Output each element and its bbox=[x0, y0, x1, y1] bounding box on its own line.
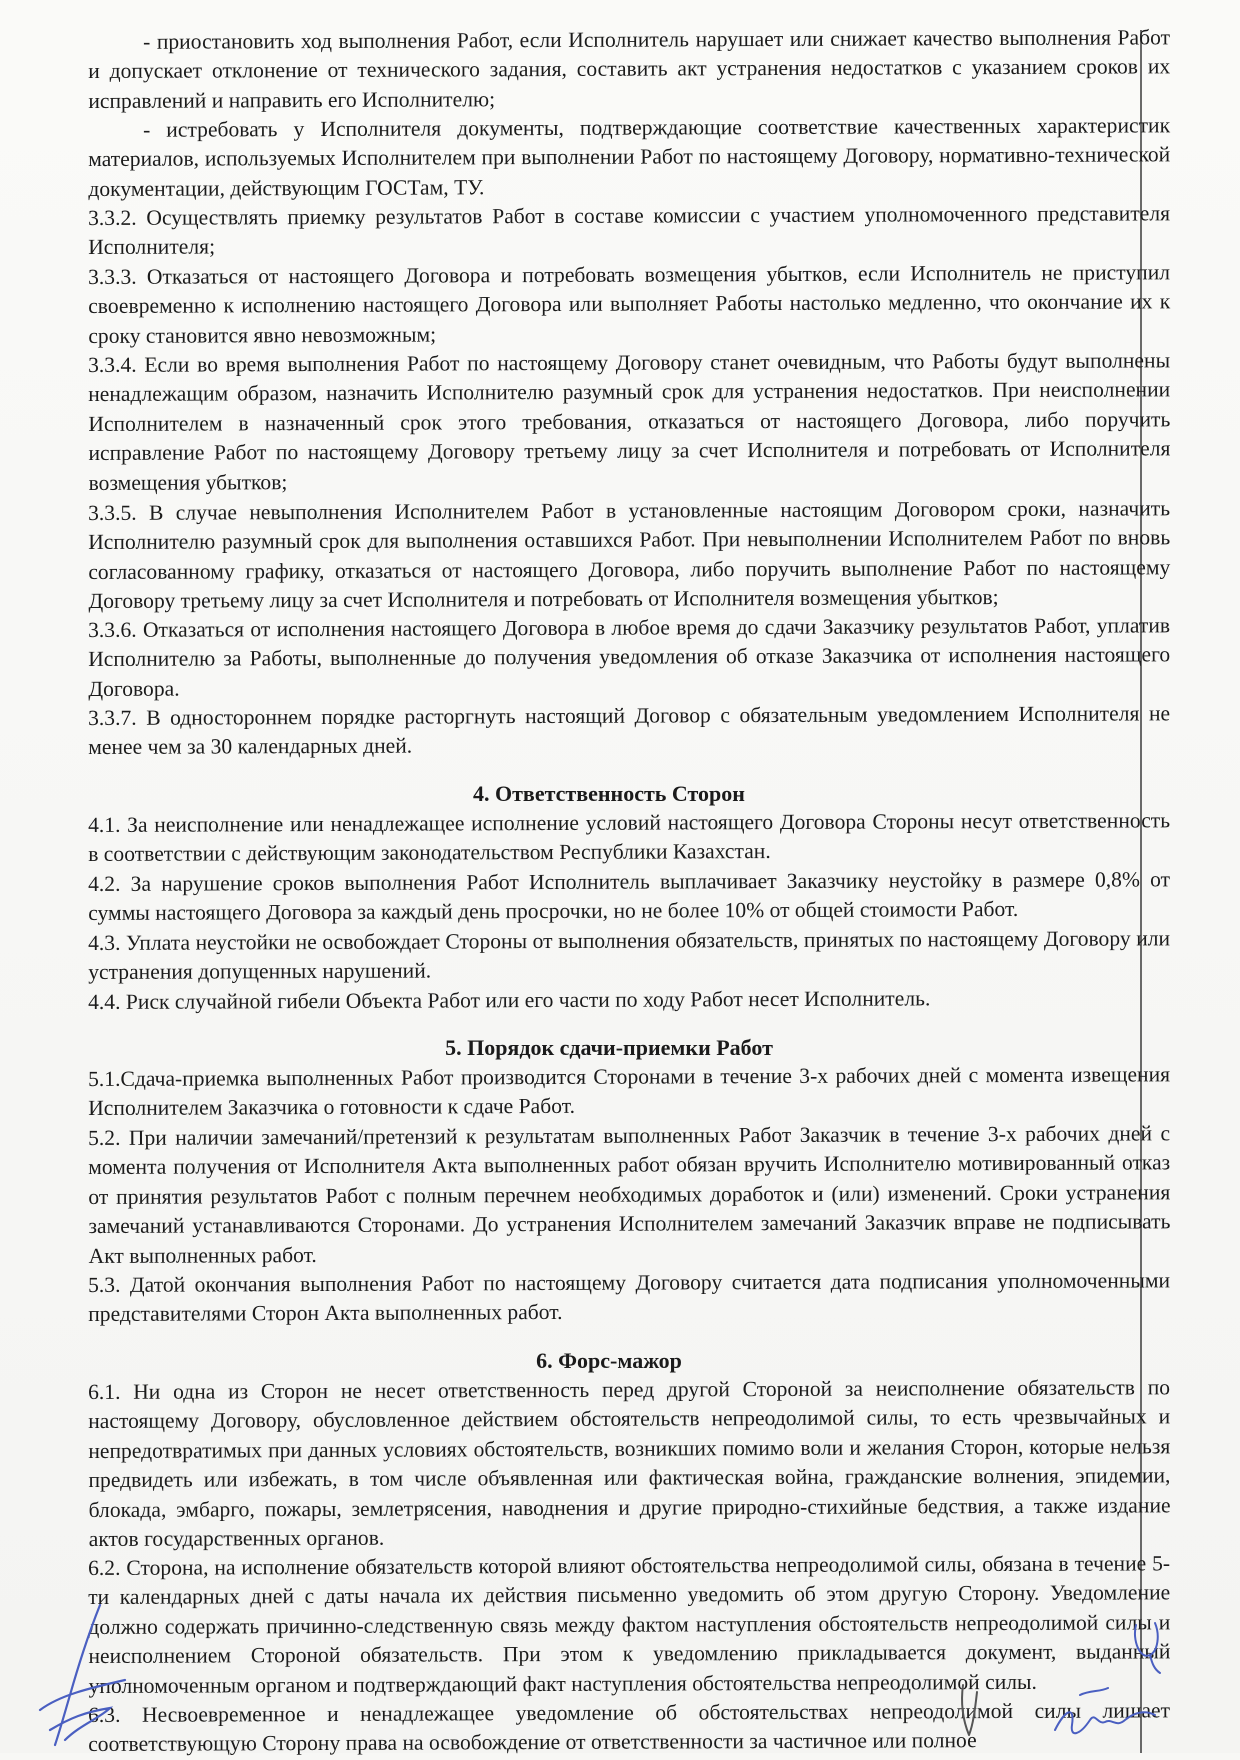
section-title-responsibility: 4. Ответственность Сторон bbox=[473, 781, 745, 807]
paragraph-request-documents: - истребовать у Исполнителя документы, подтверждающие соответствие качественных характеристик материалов, используемых Исполнителем при выполнении Работ по настоящему Договору, нормативно-технической документации, действующим ГОСТам, ТУ. bbox=[88, 113, 1171, 202]
paragraph-3-3-5: 3.3.5. В случае невыполнения Исполнителем Работ в установленные настоящим Договором сроки, назначить Исполнителю разумный срок для выполнения оставшихся Работ. При невыполнении Исполнителем Работ по вновь согласованному графику, отказаться от настоящего Договора, либо поручить выполнение Работ по настоящему Договору третьему лицу за счет Исполнителя и потребовать от Исполнителя возмещения убытков; bbox=[88, 495, 1171, 613]
paragraph-3-3-4: 3.3.4. Если во время выполнения Работ по настоящему Договору станет очевидным, что Работы будут выполнены ненадлежащим образом, назначить Исполнителю разумный срок для устранения недостатков. При неисполнении Исполнителем в назначенный срок этого требования, отказаться от настоящего Договора, либо поручить исправление Работ по настоящему Договору третьему лицу за счет Исполнителя и потребовать от Исполнителя возмещения убытков; bbox=[88, 348, 1171, 496]
paragraph-4-3: 4.3. Уплата неустойки не освобождает Стороны от выполнения обязательств, принятых по настоящему Договору или устранения допущенных нарушений. bbox=[88, 926, 1171, 985]
initials-right bbox=[1050, 1680, 1160, 1750]
paragraph-6-3: 6.3. Несвоевременное и ненадлежащее уведомление об обстоятельствах непреодолимой силы лишает соответствующую Сторону права на освобождение от ответственности за частичное или полное bbox=[88, 1698, 1171, 1757]
paragraph-3-3-7: 3.3.7. В одностороннем порядке расторгнуть настоящий Договор с обязательным уведомлением Исполнителя не менее чем за 30 календарных дней. bbox=[88, 701, 1171, 760]
paragraph-5-3: 5.3. Датой окончания выполнения Работ по настоящему Договору считается дата подписания уполномоченными представителями Сторон Акта выполненных работ. bbox=[88, 1268, 1171, 1327]
initials-edge bbox=[1130, 1615, 1170, 1675]
paragraph-4-4: 4.4. Риск случайной гибели Объекта Работ или его части по ходу Работ несет Исполнитель. bbox=[88, 985, 931, 1014]
paragraph-4-2: 4.2. За нарушение сроков выполнения Работ Исполнитель выплачивает Заказчику неустойку в размере 0,8% от суммы настоящего Договора за каждый день просрочки, но не более 10% от общей стоимости Работ. bbox=[88, 867, 1171, 926]
paragraph-3-3-3: 3.3.3. Отказаться от настоящего Договора и потребовать возмещения убытков, если Исполнитель не приступил своевременно к исполнению настоящего Договора или выполняет Работы настолько медленно, что окончание их к сроку становится явно невозможным; bbox=[88, 260, 1171, 349]
document-body bbox=[88, 25, 1171, 1760]
paragraph-6-2: 6.2. Сторона, на исполнение обязательств которой влияют обстоятельства непреодолимой силы, обязана в течение 5-ти календарных дней с даты начала их действия письменно уведомить об этом другую Сторону. Уведомление должно содержать причинно-следственную связь между фактом наступления обстоятельств непреодолимой силы и неисполнением Стороной обязательств. При этом к уведомлению прикладывается документ, выданный уполномоченным органом и подтверждающий факт наступления обстоятельства непреодолимой силы. bbox=[88, 1551, 1171, 1698]
initials-middle bbox=[955, 1680, 985, 1740]
section-title-force-majeure: 6. Форс-мажор bbox=[536, 1347, 682, 1373]
signature-left bbox=[30, 1600, 140, 1750]
paragraph-3-3-6: 3.3.6. Отказаться от исполнения настоящего Договора в любое время до сдачи Заказчику результатов Работ, уплатив Исполнителю за Работы, выполненные до получения уведомления об отказе Заказчика от исполнения настоящего Договора. bbox=[88, 613, 1171, 701]
paragraph-suspend-works: - приостановить ход выполнения Работ, если Исполнитель нарушает или снижает качество выполнения Работ и допускает отклонение от технического задания, составить акт устранения недостатков с указанием сроков их исправлений и направить его Исполнителю; bbox=[88, 25, 1171, 113]
paragraph-4-1: 4.1. За неисполнение или ненадлежащее исполнение условий настоящего Договора Стороны несут ответственность в соответствии с действующим законодательством Республики Казахстан. bbox=[88, 808, 1171, 867]
paragraph-3-3-2: 3.3.2. Осуществлять приемку результатов Работ в составе комиссии с участием уполномоченного представителя Исполнителя; bbox=[88, 201, 1171, 260]
paragraph-5-2: 5.2. При наличии замечаний/претензий к результатам выполненных Работ Заказчик в течение 3-х рабочих дней с момента получения от Исполнителя Акта выполненных работ обязан вручить Исполнителю мотивированный отказ от принятия результатов Работ с полным перечнем необходимых доработок и (или) изменений. Сроки устранения замечаний устанавливаются Сторонами. До устранения Исполнителем замечаний Заказчик вправе не подписывать Акт выполненных работ. bbox=[88, 1121, 1171, 1268]
paragraph-6-1: 6.1. Ни одна из Сторон не несет ответственность перед другой Стороной за неисполнение обязательств по настоящему Договору, обусловленное действием обстоятельств непреодолимой силы, то есть чрезвычайных и непредотвратимых при данных условиях обстоятельств, возникших помимо воли и желания Сторон, которые нельзя предвидеть или избежать, в том числе объявленная или фактическая война, гражданские волнения, эпидемии, блокада, эмбарго, пожары, землетрясения, наводнения и другие природно-стихийные бедствия, а также издание актов государственных органов. bbox=[88, 1374, 1171, 1551]
paragraph-5-1: 5.1.Сдача-приемка выполненных Работ производится Сторонами в течение 3-х рабочих дней с момента извещения Исполнителем Заказчика о готовности к сдаче Работ. bbox=[88, 1062, 1171, 1121]
section-title-acceptance: 5. Порядок сдачи-приемки Работ bbox=[445, 1035, 773, 1060]
